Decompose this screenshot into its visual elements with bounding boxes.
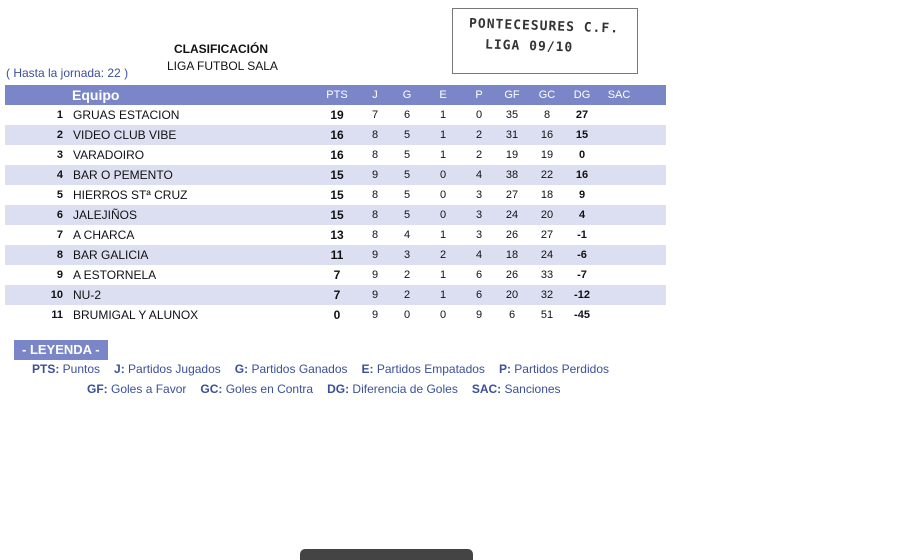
cell-pos: 6 [56,209,63,221]
table-row [5,265,666,285]
cell-e: 1 [439,149,447,161]
cell-pos: 7 [56,229,63,241]
legend-item [499,362,609,376]
cell-gc: 27 [540,229,554,241]
cell-team: BAR O PEMENTO [73,168,173,182]
header-g: G [402,89,412,101]
table-row [5,245,666,265]
table-row [5,105,666,125]
cell-e: 1 [439,269,447,281]
cell-gc: 24 [540,249,554,261]
cell-j: 9 [371,249,379,261]
table-header [5,85,666,105]
header-gc: GC [538,89,556,101]
cell-pts: 7 [333,288,341,302]
cell-g: 5 [403,189,411,201]
legend-item [87,382,186,396]
cell-e: 1 [439,289,447,301]
cell-j: 9 [371,309,379,321]
cell-g: 5 [403,209,411,221]
cell-p: 3 [475,209,483,221]
stamp-club-name: PONTECESURES C.F. [468,16,620,37]
cell-e: 0 [439,189,447,201]
cell-pos: 10 [50,289,63,301]
header-j: J [372,89,378,101]
legend-line-1 [32,362,623,376]
cell-dg: 9 [578,189,586,201]
legend-abbr: GF: [87,382,108,396]
table-body [5,105,666,325]
cell-team: BRUMIGAL Y ALUNOX [73,308,199,322]
cell-pos: 11 [51,309,63,321]
cell-p: 2 [475,129,483,141]
cell-p: 4 [475,169,483,181]
cell-pts: 15 [330,168,344,182]
header-team: Equipo [72,87,120,103]
cell-gf: 31 [505,129,519,141]
cell-pos: 9 [56,269,63,281]
legend-item [472,382,561,396]
table-row [5,225,666,245]
cell-gc: 19 [540,149,554,161]
cell-j: 8 [371,209,379,221]
legend-item [362,362,485,376]
cell-p: 9 [475,309,483,321]
cell-p: 4 [475,249,483,261]
cell-dg: -6 [577,249,587,261]
cell-team: GRUAS ESTACION [73,108,180,122]
cell-gf: 24 [505,209,519,221]
cell-team: VIDEO CLUB VIBE [73,128,177,142]
cell-g: 2 [403,289,411,301]
cell-pts: 13 [330,228,344,242]
cell-dg: 15 [575,129,589,141]
scan-smudge [300,549,473,560]
cell-j: 9 [371,269,379,281]
cell-p: 3 [475,189,483,201]
legend-abbr: PTS: [32,362,60,376]
legend-desc: Diferencia de Goles [349,382,458,396]
header-sac: SAC [607,89,631,101]
cell-p: 3 [475,229,483,241]
legend-desc: Partidos Jugados [124,362,221,376]
cell-pos: 4 [56,169,63,181]
cell-gc: 18 [540,189,554,201]
cell-gf: 26 [505,269,519,281]
cell-gf: 26 [505,229,519,241]
cell-e: 0 [439,209,447,221]
jornada-note: ( Hasta la jornada: 22 ) [6,66,129,80]
cell-gc: 22 [540,169,554,181]
cell-e: 1 [439,129,447,141]
legend-abbr: SAC: [471,382,502,396]
cell-g: 0 [403,309,411,321]
cell-team: NU-2 [73,288,102,302]
cell-team: JALEJIÑOS [73,208,138,222]
cell-gf: 27 [505,189,519,201]
legend-abbr: P: [498,362,511,376]
cell-j: 8 [371,189,379,201]
cell-p: 6 [475,269,483,281]
cell-pts: 0 [333,308,341,322]
cell-dg: -1 [577,229,587,241]
legend-line-2 [87,382,575,396]
cell-j: 8 [371,129,379,141]
cell-pos: 8 [56,249,63,261]
cell-g: 3 [403,249,411,261]
legend-badge: - LEYENDA - [14,340,108,360]
header-gf: GF [504,89,520,101]
cell-pts: 7 [333,268,341,282]
header-e: E [439,89,447,101]
legend-desc: Partidos Perdidos [510,362,609,376]
legend-desc: Partidos Ganados [248,362,348,376]
legend-desc: Sanciones [501,382,561,396]
cell-gc: 16 [540,129,554,141]
cell-pos: 3 [56,149,63,161]
cell-pos: 2 [56,129,63,141]
cell-dg: -12 [574,289,590,301]
header-p: P [475,89,483,101]
legend-abbr: DG: [327,382,350,396]
stamp-season: LIGA 09/10 [484,37,574,56]
cell-gc: 8 [543,109,551,121]
cell-e: 0 [439,169,447,181]
club-stamp [452,8,638,74]
table-row [5,145,666,165]
legend-abbr: G: [234,362,249,376]
cell-team: VARADOIRO [73,148,145,162]
cell-pts: 15 [330,208,344,222]
cell-gf: 38 [505,169,519,181]
table-row [5,205,666,225]
legend-item [32,362,100,376]
cell-j: 9 [371,289,379,301]
cell-gc: 33 [540,269,554,281]
legend-item [200,382,313,396]
cell-g: 2 [403,269,411,281]
page-subtitle: LIGA FUTBOL SALA [167,59,278,73]
cell-pts: 16 [330,128,344,142]
cell-pts: 11 [330,248,344,262]
cell-gf: 19 [505,149,519,161]
cell-gf: 20 [505,289,519,301]
cell-g: 4 [403,229,411,241]
cell-e: 1 [439,109,447,121]
legend-item [327,382,458,396]
table-row [5,285,666,305]
cell-gf: 18 [505,249,519,261]
cell-gc: 20 [540,209,554,221]
cell-j: 9 [371,169,379,181]
table-row [5,165,666,185]
cell-p: 2 [475,149,483,161]
cell-dg: 27 [575,109,589,121]
legend-abbr: GC: [200,382,223,396]
cell-pts: 16 [330,148,344,162]
cell-team: A CHARCA [73,228,135,242]
cell-dg: -45 [574,309,590,321]
cell-g: 5 [403,129,411,141]
table-row [5,305,666,325]
cell-team: HIERROS STª CRUZ [73,188,188,202]
legend-abbr: J: [114,362,125,376]
legend-desc: Goles en Contra [222,382,314,396]
cell-team: A ESTORNELA [73,268,157,282]
cell-p: 0 [475,109,483,121]
legend-desc: Goles a Favor [107,382,187,396]
cell-dg: 0 [578,149,586,161]
cell-j: 7 [371,109,379,121]
standings-table [5,85,666,325]
cell-g: 5 [403,169,411,181]
cell-g: 5 [403,149,411,161]
cell-dg: 4 [578,209,586,221]
cell-j: 8 [371,149,379,161]
cell-p: 6 [475,289,483,301]
cell-gc: 51 [540,309,554,321]
cell-g: 6 [403,109,411,121]
header-dg: DG [573,89,591,101]
cell-pts: 19 [330,108,344,122]
header-pts: PTS [326,89,348,101]
cell-e: 0 [439,309,447,321]
table-row [5,125,666,145]
legend-desc: Puntos [59,362,101,376]
cell-j: 8 [371,229,379,241]
cell-pts: 15 [330,188,344,202]
cell-team: BAR GALICIA [73,248,149,262]
cell-dg: -7 [577,269,587,281]
legend-item [114,362,221,376]
cell-pos: 1 [56,109,63,121]
legend-abbr: E: [361,362,374,376]
cell-pos: 5 [56,189,63,201]
cell-gf: 35 [505,109,519,121]
cell-e: 2 [439,249,447,261]
cell-gc: 32 [540,289,554,301]
cell-e: 1 [439,229,447,241]
page-title: CLASIFICACIÓN [174,42,268,56]
cell-dg: 16 [575,169,589,181]
cell-gf: 6 [508,309,516,321]
table-row [5,185,666,205]
legend-item [235,362,348,376]
legend-desc: Partidos Empatados [373,362,485,376]
